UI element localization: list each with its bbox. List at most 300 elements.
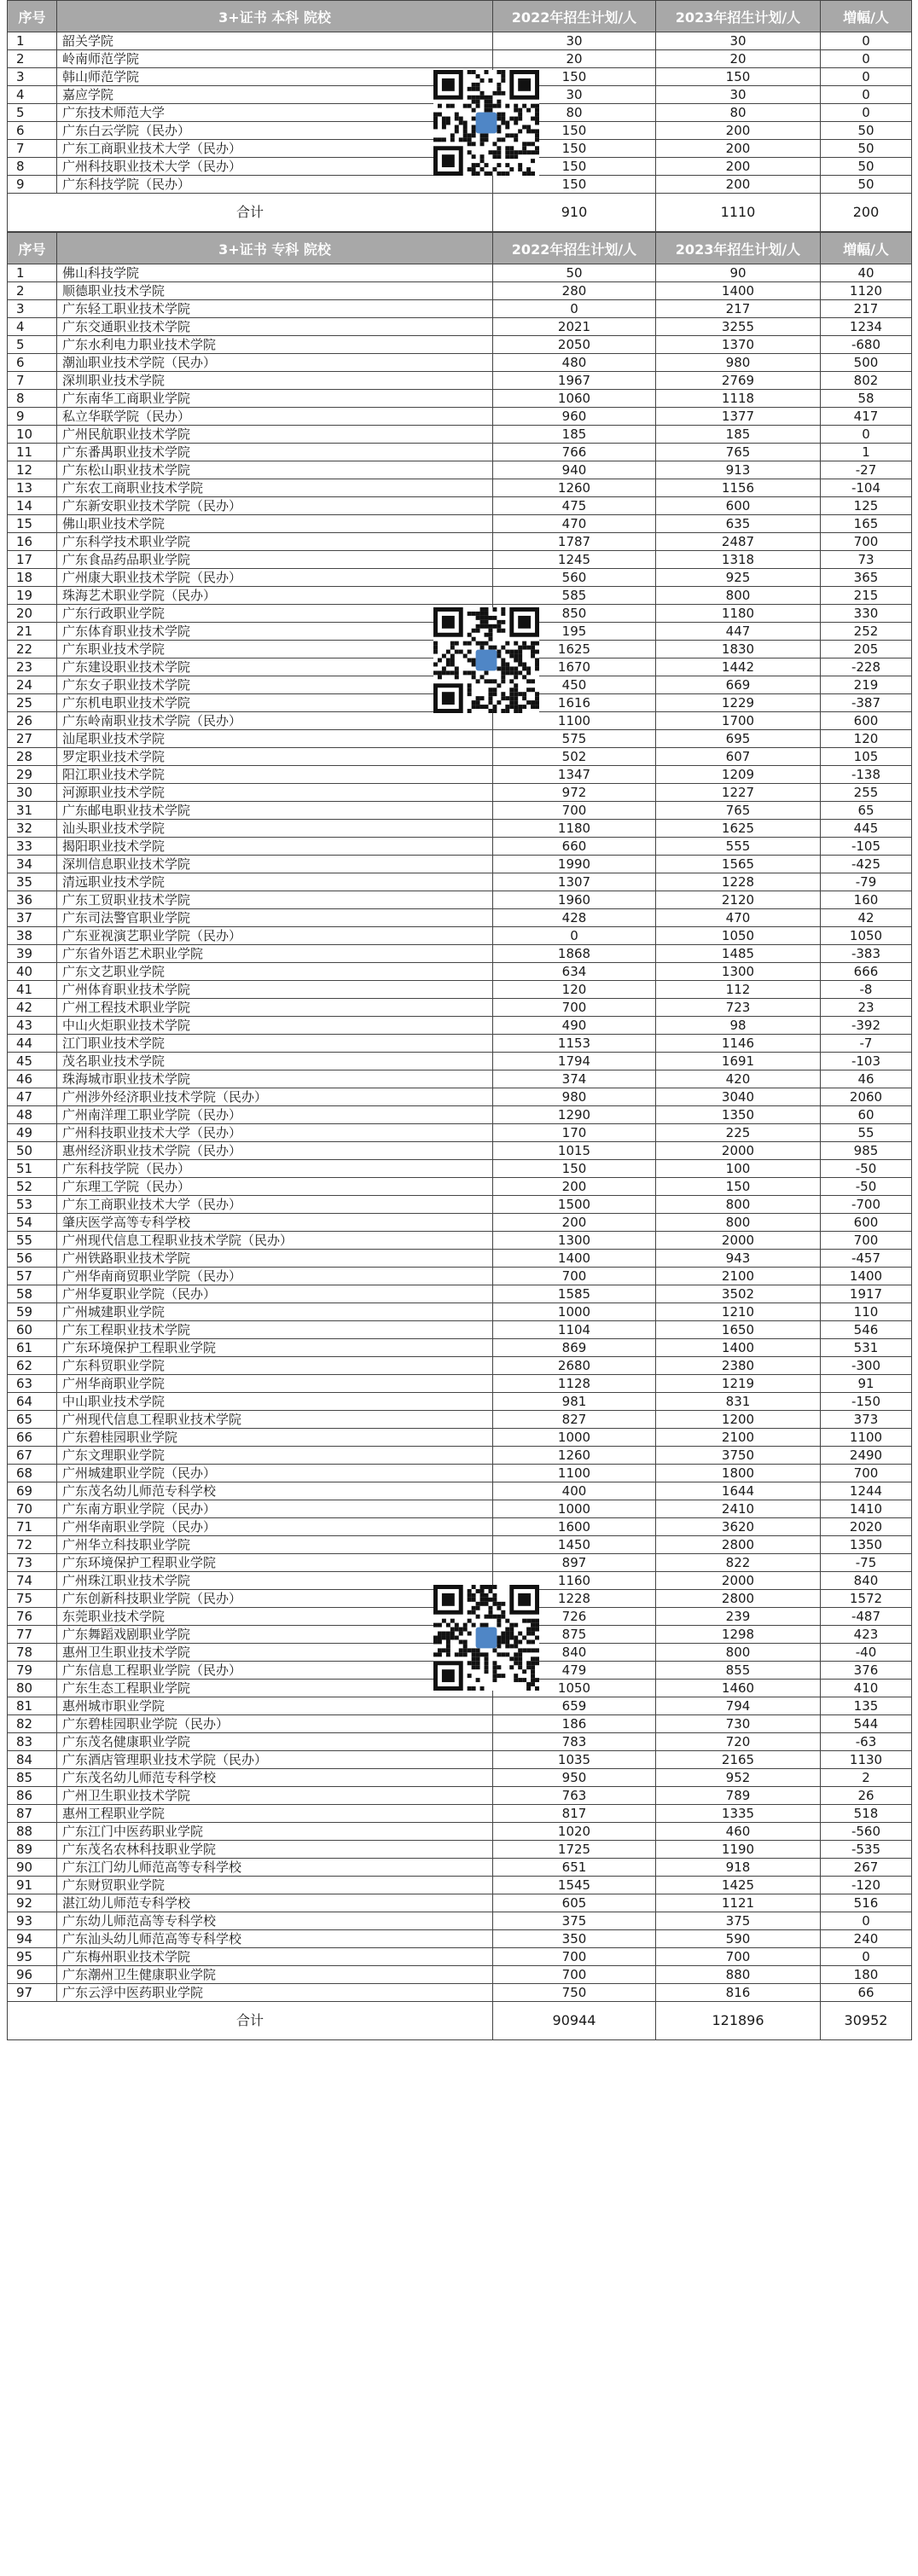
school-name: 中山职业技术学院 xyxy=(57,1393,493,1411)
school-name: 茂名职业技术学院 xyxy=(57,1053,493,1070)
school-name: 广州卫生职业技术学院 xyxy=(57,1787,493,1805)
school-name: 广东机电职业技术学院 xyxy=(57,694,493,712)
plan-2023-value: 800 xyxy=(656,1196,821,1214)
row-index: 1 xyxy=(8,32,57,50)
plan-2022-value: 560 xyxy=(493,569,656,587)
school-name: 广东财贸职业学院 xyxy=(57,1877,493,1894)
total-2023: 1110 xyxy=(656,194,821,232)
table-row xyxy=(8,1411,912,1429)
plan-2022-value: 1000 xyxy=(493,1429,656,1447)
school-name: 广东创新科技职业学院（民办） xyxy=(57,1590,493,1608)
plan-2023-value: 1400 xyxy=(656,282,821,300)
plan-2023-value: 90 xyxy=(656,264,821,282)
plan-2023-value: 1227 xyxy=(656,784,821,802)
change-value: 267 xyxy=(821,1859,912,1877)
qr-code-icon xyxy=(433,1585,539,1691)
plan-2023-value: 700 xyxy=(656,1948,821,1966)
school-name: 广州现代信息工程职业技术学院（民办） xyxy=(57,1232,493,1250)
school-name: 广东白云学院（民办） xyxy=(57,122,493,140)
change-value: 219 xyxy=(821,676,912,694)
table-row xyxy=(8,1805,912,1823)
school-name: 广东科贸职业学院 xyxy=(57,1357,493,1375)
plan-2022-value: 490 xyxy=(493,1017,656,1035)
plan-2022-value: 766 xyxy=(493,444,656,461)
plan-2022-value: 150 xyxy=(493,140,656,158)
plan-2022-value: 2680 xyxy=(493,1357,656,1375)
change-value: 445 xyxy=(821,820,912,838)
row-index: 40 xyxy=(8,963,57,981)
plan-2022-value: 1794 xyxy=(493,1053,656,1070)
change-value: 544 xyxy=(821,1715,912,1733)
table-row xyxy=(8,838,912,856)
change-value: -387 xyxy=(821,694,912,712)
row-index: 34 xyxy=(8,856,57,873)
change-value: 252 xyxy=(821,623,912,641)
change-value: 1 xyxy=(821,444,912,461)
table-row xyxy=(8,1268,912,1285)
change-value: -50 xyxy=(821,1160,912,1178)
row-index: 67 xyxy=(8,1447,57,1465)
plan-2023-value: 590 xyxy=(656,1930,821,1948)
plan-2022-value: 428 xyxy=(493,909,656,927)
plan-2022-value: 200 xyxy=(493,1178,656,1196)
school-name: 广东司法警官职业学院 xyxy=(57,909,493,927)
plan-2022-value: 1035 xyxy=(493,1751,656,1769)
plan-2023-value: 3620 xyxy=(656,1518,821,1536)
row-index: 91 xyxy=(8,1877,57,1894)
change-value: 2 xyxy=(821,1769,912,1787)
plan-2023-value: 3040 xyxy=(656,1088,821,1106)
change-value: 0 xyxy=(821,1912,912,1930)
plan-2022-value: 1153 xyxy=(493,1035,656,1053)
plan-2023-value: 669 xyxy=(656,676,821,694)
change-value: 50 xyxy=(821,176,912,194)
change-value: 1244 xyxy=(821,1482,912,1500)
row-index: 66 xyxy=(8,1429,57,1447)
plan-2023-value: 1400 xyxy=(656,1339,821,1357)
school-name: 清远职业技术学院 xyxy=(57,873,493,891)
change-value: 1050 xyxy=(821,927,912,945)
table-row xyxy=(8,802,912,820)
row-index: 32 xyxy=(8,820,57,838)
change-value: 65 xyxy=(821,802,912,820)
col-header-index: 序号 xyxy=(8,1,57,32)
row-index: 23 xyxy=(8,659,57,676)
row-index: 92 xyxy=(8,1894,57,1912)
plan-2023-value: 2120 xyxy=(656,891,821,909)
plan-2023-value: 420 xyxy=(656,1070,821,1088)
plan-2023-value: 555 xyxy=(656,838,821,856)
plan-2023-value: 943 xyxy=(656,1250,821,1268)
plan-2023-value: 2100 xyxy=(656,1429,821,1447)
col-header-index: 序号 xyxy=(8,233,57,264)
change-value: 105 xyxy=(821,748,912,766)
plan-2022-value: 700 xyxy=(493,1966,656,1984)
row-index: 36 xyxy=(8,891,57,909)
plan-2022-value: 981 xyxy=(493,1393,656,1411)
school-name: 汕头职业技术学院 xyxy=(57,820,493,838)
table-row xyxy=(8,1500,912,1518)
plan-2023-value: 1298 xyxy=(656,1626,821,1644)
row-index: 3 xyxy=(8,68,57,86)
school-name: 广州涉外经济职业技术学院（民办） xyxy=(57,1088,493,1106)
change-value: -79 xyxy=(821,873,912,891)
row-index: 76 xyxy=(8,1608,57,1626)
plan-2022-value: 750 xyxy=(493,1984,656,2002)
table-row xyxy=(8,444,912,461)
row-index: 35 xyxy=(8,873,57,891)
plan-2023-value: 460 xyxy=(656,1823,821,1841)
change-value: 600 xyxy=(821,712,912,730)
school-name: 广州城建职业学院 xyxy=(57,1303,493,1321)
table-row xyxy=(8,945,912,963)
school-name: 广东幼儿师范高等专科学校 xyxy=(57,1912,493,1930)
school-name: 广东新安职业技术学院（民办） xyxy=(57,497,493,515)
change-value: 23 xyxy=(821,999,912,1017)
school-name: 广东行政职业学院 xyxy=(57,605,493,623)
table-row xyxy=(8,820,912,838)
plan-2022-value: 195 xyxy=(493,623,656,641)
col-header-plan-2023: 2023年招生计划/人 xyxy=(656,1,821,32)
plan-2022-value: 1245 xyxy=(493,551,656,569)
table-row xyxy=(8,784,912,802)
table-row xyxy=(8,50,912,68)
plan-2022-value: 1290 xyxy=(493,1106,656,1124)
total-label: 合计 xyxy=(8,194,493,232)
school-name: 广州珠江职业技术学院 xyxy=(57,1572,493,1590)
school-name: 岭南师范学院 xyxy=(57,50,493,68)
table-row xyxy=(8,1518,912,1536)
change-value: 500 xyxy=(821,354,912,372)
school-name: 广东舞蹈戏剧职业学院 xyxy=(57,1626,493,1644)
plan-2023-value: 3502 xyxy=(656,1285,821,1303)
table-row xyxy=(8,730,912,748)
plan-2023-value: 1190 xyxy=(656,1841,821,1859)
row-index: 39 xyxy=(8,945,57,963)
qr-code-icon xyxy=(433,70,539,176)
row-index: 8 xyxy=(8,158,57,176)
plan-2022-value: 280 xyxy=(493,282,656,300)
change-value: 1572 xyxy=(821,1590,912,1608)
change-value: -103 xyxy=(821,1053,912,1070)
row-index: 30 xyxy=(8,784,57,802)
table-row xyxy=(8,1841,912,1859)
school-name: 广州科技职业技术大学（民办） xyxy=(57,1124,493,1142)
total-2023: 121896 xyxy=(656,2002,821,2040)
plan-2023-value: 800 xyxy=(656,1644,821,1662)
plan-2023-value: 1335 xyxy=(656,1805,821,1823)
plan-2023-value: 1228 xyxy=(656,873,821,891)
plan-2022-value: 700 xyxy=(493,1268,656,1285)
row-index: 59 xyxy=(8,1303,57,1321)
school-name: 广东工程职业技术学院 xyxy=(57,1321,493,1339)
plan-2023-value: 150 xyxy=(656,68,821,86)
school-name: 广东茂名幼儿师范专科学校 xyxy=(57,1482,493,1500)
plan-2023-value: 635 xyxy=(656,515,821,533)
school-name: 广东信息工程职业学院（民办） xyxy=(57,1662,493,1680)
change-value: 1410 xyxy=(821,1500,912,1518)
row-index: 55 xyxy=(8,1232,57,1250)
row-index: 17 xyxy=(8,551,57,569)
school-name: 珠海艺术职业学院（民办） xyxy=(57,587,493,605)
table-row xyxy=(8,1017,912,1035)
plan-2022-value: 170 xyxy=(493,1124,656,1142)
plan-2022-value: 0 xyxy=(493,300,656,318)
change-value: 985 xyxy=(821,1142,912,1160)
change-value: 1917 xyxy=(821,1285,912,1303)
row-index: 68 xyxy=(8,1465,57,1482)
table-row xyxy=(8,176,912,194)
plan-2023-value: 2165 xyxy=(656,1751,821,1769)
school-name: 广东潮州卫生健康职业学院 xyxy=(57,1966,493,1984)
plan-2023-value: 2100 xyxy=(656,1268,821,1285)
change-value: -228 xyxy=(821,659,912,676)
row-index: 47 xyxy=(8,1088,57,1106)
school-name: 广东女子职业技术学院 xyxy=(57,676,493,694)
plan-2023-value: 185 xyxy=(656,426,821,444)
plan-2022-value: 1260 xyxy=(493,479,656,497)
plan-2023-value: 2769 xyxy=(656,372,821,390)
row-index: 50 xyxy=(8,1142,57,1160)
plan-2023-value: 918 xyxy=(656,1859,821,1877)
school-name: 广州康大职业技术学院（民办） xyxy=(57,569,493,587)
change-value: 91 xyxy=(821,1375,912,1393)
school-name: 广东茂名幼儿师范专科学校 xyxy=(57,1769,493,1787)
change-value: -700 xyxy=(821,1196,912,1214)
change-value: 423 xyxy=(821,1626,912,1644)
change-value: 0 xyxy=(821,426,912,444)
table-row xyxy=(8,1859,912,1877)
plan-2022-value: 50 xyxy=(493,264,656,282)
table-row xyxy=(8,569,912,587)
plan-2023-value: 1318 xyxy=(656,551,821,569)
row-index: 86 xyxy=(8,1787,57,1805)
table-row xyxy=(8,927,912,945)
plan-2023-value: 112 xyxy=(656,981,821,999)
change-value: 330 xyxy=(821,605,912,623)
row-index: 5 xyxy=(8,104,57,122)
plan-2022-value: 150 xyxy=(493,122,656,140)
total-2022: 910 xyxy=(493,194,656,232)
table-row xyxy=(8,1877,912,1894)
plan-2023-value: 765 xyxy=(656,444,821,461)
row-index: 41 xyxy=(8,981,57,999)
change-value: 160 xyxy=(821,891,912,909)
change-value: -75 xyxy=(821,1554,912,1572)
table-row xyxy=(8,408,912,426)
plan-2022-value: 30 xyxy=(493,32,656,50)
row-index: 9 xyxy=(8,408,57,426)
plan-2022-value: 875 xyxy=(493,1626,656,1644)
row-index: 7 xyxy=(8,140,57,158)
school-name: 广州城建职业学院（民办） xyxy=(57,1465,493,1482)
plan-2022-value: 1450 xyxy=(493,1536,656,1554)
table-row xyxy=(8,1232,912,1250)
plan-2022-value: 1104 xyxy=(493,1321,656,1339)
junior-college-plan-table xyxy=(7,232,912,2040)
plan-2023-value: 880 xyxy=(656,1966,821,1984)
school-name: 广州科技职业技术大学（民办） xyxy=(57,158,493,176)
plan-2023-value: 1219 xyxy=(656,1375,821,1393)
change-value: 1400 xyxy=(821,1268,912,1285)
change-value: -63 xyxy=(821,1733,912,1751)
change-value: 165 xyxy=(821,515,912,533)
total-2022: 90944 xyxy=(493,2002,656,2040)
change-value: -138 xyxy=(821,766,912,784)
row-index: 70 xyxy=(8,1500,57,1518)
row-index: 25 xyxy=(8,694,57,712)
plan-2022-value: 450 xyxy=(493,676,656,694)
plan-2023-value: 1691 xyxy=(656,1053,821,1070)
row-index: 45 xyxy=(8,1053,57,1070)
row-index: 8 xyxy=(8,390,57,408)
table-row xyxy=(8,1482,912,1500)
plan-2022-value: 150 xyxy=(493,1160,656,1178)
plan-2023-value: 1800 xyxy=(656,1465,821,1482)
table-row xyxy=(8,891,912,909)
plan-2023-value: 1300 xyxy=(656,963,821,981)
plan-2023-value: 695 xyxy=(656,730,821,748)
plan-2022-value: 1015 xyxy=(493,1142,656,1160)
table-row xyxy=(8,1196,912,1214)
plan-2023-value: 3255 xyxy=(656,318,821,336)
plan-2022-value: 502 xyxy=(493,748,656,766)
page-content xyxy=(7,0,911,2040)
change-value: 46 xyxy=(821,1070,912,1088)
plan-2022-value: 972 xyxy=(493,784,656,802)
plan-2023-value: 239 xyxy=(656,1608,821,1626)
row-index: 60 xyxy=(8,1321,57,1339)
table-row xyxy=(8,533,912,551)
row-index: 20 xyxy=(8,605,57,623)
school-name: 广州南洋理工职业学院（民办） xyxy=(57,1106,493,1124)
school-name: 韶关学院 xyxy=(57,32,493,50)
school-name: 潮汕职业技术学院（民办） xyxy=(57,354,493,372)
table-row xyxy=(8,300,912,318)
plan-2022-value: 0 xyxy=(493,927,656,945)
change-value: 518 xyxy=(821,1805,912,1823)
change-value: -487 xyxy=(821,1608,912,1626)
table-row xyxy=(8,963,912,981)
row-index: 84 xyxy=(8,1751,57,1769)
school-name: 广州体育职业技术学院 xyxy=(57,981,493,999)
plan-2022-value: 1960 xyxy=(493,891,656,909)
table-row xyxy=(8,479,912,497)
table-row xyxy=(8,1357,912,1375)
school-name: 广东科学技术职业学院 xyxy=(57,533,493,551)
school-name: 广东云浮中医药职业学院 xyxy=(57,1984,493,2002)
change-value: 60 xyxy=(821,1106,912,1124)
plan-2023-value: 150 xyxy=(656,1178,821,1196)
row-index: 38 xyxy=(8,927,57,945)
plan-2023-value: 447 xyxy=(656,623,821,641)
table-row xyxy=(8,551,912,569)
plan-2022-value: 479 xyxy=(493,1662,656,1680)
row-index: 72 xyxy=(8,1536,57,1554)
row-index: 79 xyxy=(8,1662,57,1680)
school-name: 深圳信息职业技术学院 xyxy=(57,856,493,873)
table-row xyxy=(8,1142,912,1160)
row-index: 90 xyxy=(8,1859,57,1877)
row-index: 82 xyxy=(8,1715,57,1733)
plan-2022-value: 480 xyxy=(493,354,656,372)
table-row xyxy=(8,1823,912,1841)
change-value: 1120 xyxy=(821,282,912,300)
row-index: 12 xyxy=(8,461,57,479)
school-name: 肇庆医学高等专科学校 xyxy=(57,1214,493,1232)
row-index: 11 xyxy=(8,444,57,461)
change-value: 0 xyxy=(821,32,912,50)
plan-2022-value: 1400 xyxy=(493,1250,656,1268)
plan-2023-value: 200 xyxy=(656,122,821,140)
school-name: 广东轻工职业技术学院 xyxy=(57,300,493,318)
plan-2022-value: 634 xyxy=(493,963,656,981)
school-name: 广州华商职业学院 xyxy=(57,1375,493,1393)
table-row xyxy=(8,1250,912,1268)
plan-2023-value: 2000 xyxy=(656,1142,821,1160)
row-index: 83 xyxy=(8,1733,57,1751)
plan-2022-value: 1616 xyxy=(493,694,656,712)
school-name: 阳江职业技术学院 xyxy=(57,766,493,784)
plan-2022-value: 1307 xyxy=(493,873,656,891)
table-row xyxy=(8,1536,912,1554)
plan-2023-value: 1050 xyxy=(656,927,821,945)
plan-2022-value: 1060 xyxy=(493,390,656,408)
change-value: -383 xyxy=(821,945,912,963)
col-header-school: 3+证书 专科 院校 xyxy=(57,233,493,264)
plan-2022-value: 1787 xyxy=(493,533,656,551)
table-row xyxy=(8,354,912,372)
change-value: 0 xyxy=(821,86,912,104)
school-name: 广东技术师范大学 xyxy=(57,104,493,122)
table-row xyxy=(8,1554,912,1572)
change-value: 700 xyxy=(821,533,912,551)
row-index: 33 xyxy=(8,838,57,856)
table-row xyxy=(8,1053,912,1070)
row-index: 58 xyxy=(8,1285,57,1303)
plan-2022-value: 700 xyxy=(493,802,656,820)
school-name: 广东省外语艺术职业学院 xyxy=(57,945,493,963)
school-name: 广东食品药品职业学院 xyxy=(57,551,493,569)
row-index: 31 xyxy=(8,802,57,820)
school-name: 江门职业技术学院 xyxy=(57,1035,493,1053)
school-name: 广东科技学院（民办） xyxy=(57,176,493,194)
table-row xyxy=(8,1339,912,1357)
change-value: 365 xyxy=(821,569,912,587)
plan-2023-value: 1425 xyxy=(656,1877,821,1894)
row-index: 65 xyxy=(8,1411,57,1429)
plan-2023-value: 1209 xyxy=(656,766,821,784)
plan-2022-value: 475 xyxy=(493,497,656,515)
total-label: 合计 xyxy=(8,2002,493,2040)
table-row xyxy=(8,1912,912,1930)
change-value: 2490 xyxy=(821,1447,912,1465)
school-name: 广东江门幼儿师范高等专科学校 xyxy=(57,1859,493,1877)
plan-2023-value: 1565 xyxy=(656,856,821,873)
table-row xyxy=(8,1393,912,1411)
change-value: -120 xyxy=(821,1877,912,1894)
row-index: 71 xyxy=(8,1518,57,1536)
plan-2022-value: 1347 xyxy=(493,766,656,784)
row-index: 37 xyxy=(8,909,57,927)
plan-2023-value: 800 xyxy=(656,1214,821,1232)
table-row xyxy=(8,873,912,891)
plan-2022-value: 1228 xyxy=(493,1590,656,1608)
plan-2023-value: 600 xyxy=(656,497,821,515)
table-row xyxy=(8,318,912,336)
change-value: 2020 xyxy=(821,1518,912,1536)
plan-2022-value: 120 xyxy=(493,981,656,999)
